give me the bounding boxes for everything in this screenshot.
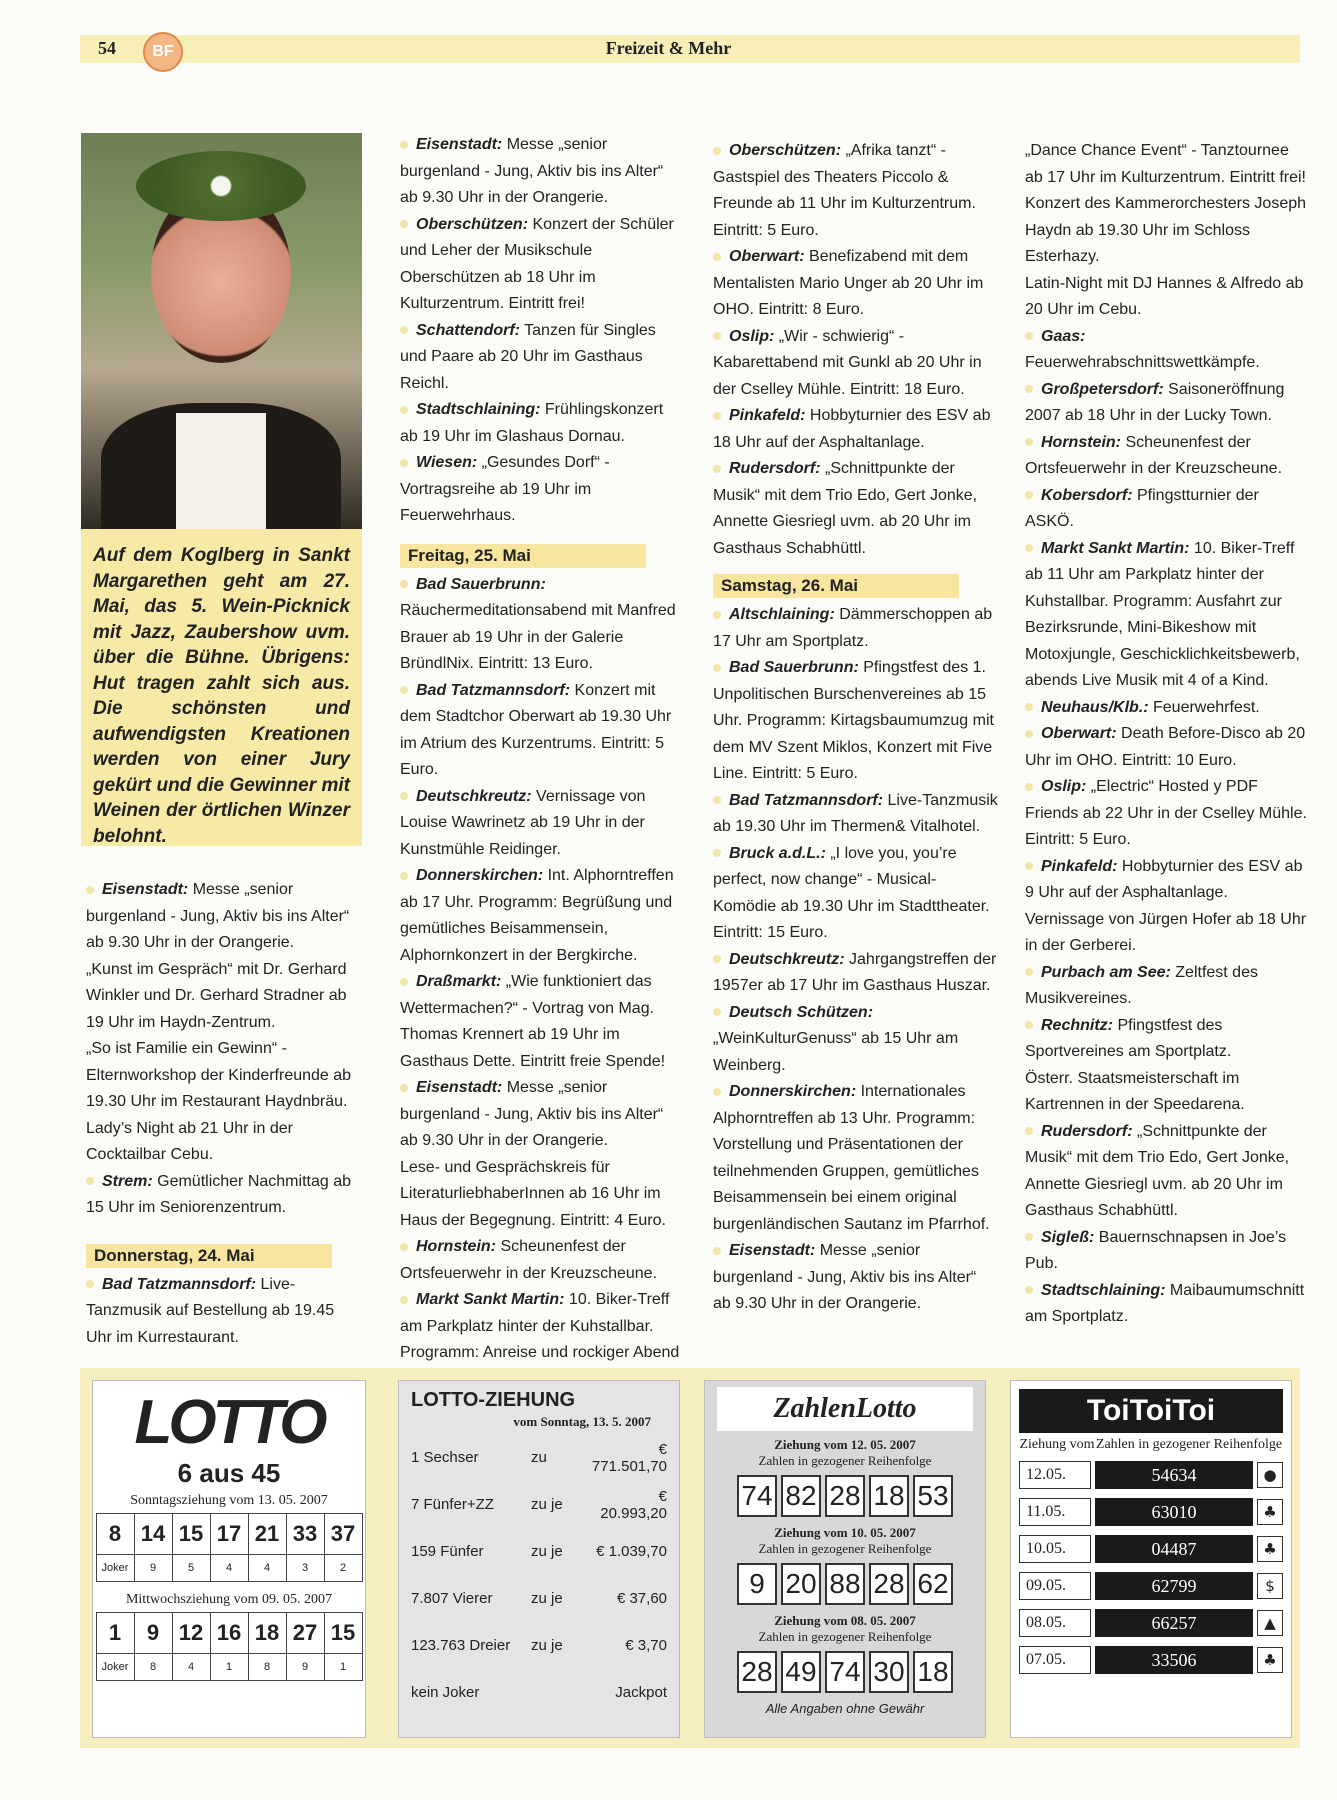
event-item: Sigleß: Bauernschnapsen in Joe’s Pub.	[1025, 1225, 1307, 1278]
toi-col-date-header: Ziehung vom	[1019, 1437, 1095, 1452]
event-item: Bad Tatzmannsdorf: Konzert mit dem Stadtchor Oberwart ab 19.30 Uhr im Atrium des Kurzentrums. Eintritt: 5 Euro.	[400, 678, 680, 784]
lotto-subtitle: 6 aus 45	[177, 1458, 281, 1488]
prize-row: 159 Fünfer zu je € 1.039,70	[411, 1543, 667, 1560]
zahlenlotto-title: ZahlenLotto	[717, 1387, 973, 1431]
mushroom-icon: ▲	[1257, 1610, 1283, 1636]
sunday-draw-table	[96, 1513, 363, 1582]
joker-cell: 4	[210, 1555, 248, 1582]
lotto-number: 33	[286, 1514, 324, 1555]
draw-number: 20	[781, 1563, 821, 1605]
events-column-3	[713, 138, 998, 1318]
event-item: Oberschützen: „Afrika tanzt“ - Gastspiel des Theaters Piccolo & Freunde ab 11 Uhr im Kulturzentrum. Eintritt: 5 Euro.	[713, 138, 998, 244]
event-item: Hornstein: Scheunenfest der Ortsfeuerwehr in der Kreuzscheune.	[400, 1234, 680, 1287]
event-item: Markt Sankt Martin: 10. Biker-Treff am Parkplatz hinter der Kuhstallbar. Programm: Anreise und rockiger Abend	[400, 1287, 680, 1393]
lotto-number: 37	[324, 1514, 362, 1555]
clover-icon: ♣	[1257, 1647, 1283, 1673]
draw-number: 62	[913, 1563, 953, 1605]
sunday-draw-label: Sonntagsziehung vom 13. 05. 2007	[130, 1493, 328, 1508]
day-heading: Samstag, 26. Mai	[713, 574, 959, 598]
event-text: Österr. Staatsmeisterschaft im Kartrennen in der Speedarena.	[1025, 1069, 1245, 1113]
event-item: Rudersdorf: „Schnittpunkte der Musik“ mit dem Trio Edo, Gert Jonke, Annette Giesriegl uvm. ab 20 Uhr im Gasthaus Schabhüttl.	[713, 456, 998, 562]
event-item: Rechnitz: Pfingstfest des Sportvereines am Sportplatz.	[1025, 1013, 1307, 1066]
ziehung-date: vom Sonntag, 13. 5. 2007	[513, 1414, 651, 1429]
event-item: Oberwart: Death Before-Disco ab 20 Uhr im OHO. Eintritt: 10 Euro.	[1025, 721, 1307, 774]
page-number: 54	[98, 38, 116, 58]
day-heading: Donnerstag, 24. Mai	[86, 1244, 332, 1268]
joker-cell: 8	[134, 1654, 172, 1681]
prize-row: kein Joker Jackpot	[411, 1684, 667, 1701]
toi-row: 10.05. 04487 ♣	[1019, 1535, 1283, 1563]
events-column-4	[1025, 138, 1307, 1331]
day-heading: Freitag, 25. Mai	[400, 544, 646, 568]
bf-logo-icon: BF	[143, 32, 183, 72]
event-item: Großpetersdorf: Saisoneröffnung 2007 ab 18 Uhr in der Lucky Town.	[1025, 377, 1307, 430]
lotto-number: 17	[210, 1514, 248, 1555]
event-item: Deutsch Schützen: „WeinKulturGenuss“ ab 15 Uhr am Weinberg.	[713, 1000, 998, 1080]
wednesday-draw-table	[96, 1612, 363, 1681]
events-column-2	[400, 132, 680, 1393]
event-item: Donnerskirchen: Int. Alphorntreffen ab 17 Uhr. Programm: Begrüßung und gemütliches Beisammensein, Alphornkonzert in der Bergkirche.	[400, 863, 680, 969]
zahlenlotto-draw: Ziehung vom 12. 05. 2007 Zahlen in gezogener Reihenfolge 74 82 28 18 53	[705, 1437, 985, 1517]
event-item: Eisenstadt: Messe „senior burgenland - Jung, Aktiv bis ins Alter“ ab 9.30 Uhr in der Orangerie.	[400, 132, 680, 212]
event-item: Kobersdorf: Pfingstturnier der ASKÖ.	[1025, 483, 1307, 536]
toi-col-numbers-header: Zahlen in gezogener Reihenfolge	[1095, 1437, 1283, 1452]
event-item: Oberwart: Benefizabend mit dem Mentalisten Mario Unger ab 20 Uhr im OHO. Eintritt: 8 Euro.	[713, 244, 998, 324]
draw-number: 9	[737, 1563, 777, 1605]
event-item: Bad Sauerbrunn: Pfingstfest des 1. Unpolitischen Burschenvereines ab 15 Uhr. Programm: Kirtagsbaumumzug mit dem MV Szent Miklos, Konzert mit Five Line. Eintritt: 5 Euro.	[713, 655, 998, 788]
lotto-number: 27	[286, 1613, 324, 1654]
joker-cell: 2	[324, 1555, 362, 1582]
lotto-ziehung-box	[398, 1380, 680, 1738]
clover-icon: ♣	[1257, 1499, 1283, 1525]
event-item: Altschlaining: Dämmerschoppen ab 17 Uhr am Sportplatz.	[713, 602, 998, 655]
event-item: Wiesen: „Gesundes Dorf“ - Vortragsreihe ab 19 Uhr im Feuerwehrhaus.	[400, 450, 680, 530]
joker-cell: 4	[172, 1654, 210, 1681]
toi-row: 09.05. 62799 $	[1019, 1572, 1283, 1600]
draw-number: 74	[737, 1475, 777, 1517]
event-item: Donnerskirchen: Internationales Alphorntreffen ab 13 Uhr. Programm: Vorstellung und Präsentationen der teilnehmenden Gruppen, gemütliches Beisammensein bei einem original burgenländischen Sautanz im Pfarrhof.	[713, 1079, 998, 1238]
prize-row: 1 Sechser zu € 771.501,70	[411, 1440, 667, 1475]
event-item: Pinkafeld: Hobbyturnier des ESV ab 9 Uhr auf der Asphaltanlage.	[1025, 854, 1307, 907]
lotto-number: 15	[172, 1514, 210, 1555]
event-text: „So ist Familie ein Gewinn“ - Elternworkshop der Kinderfreunde ab 19.30 Uhr im Restaurant Haydnbräu.	[86, 1040, 352, 1110]
lotto-number: 1	[96, 1613, 134, 1654]
wednesday-draw-label: Mittwochsziehung vom 09. 05. 2007	[125, 1592, 333, 1607]
event-item: Strem: Gemütlicher Nachmittag ab 15 Uhr im Seniorenzentrum.	[86, 1169, 364, 1222]
event-item: Eisenstadt: Messe „senior burgenland - Jung, Aktiv bis ins Alter“ ab 9.30 Uhr in der Orangerie.	[86, 877, 364, 957]
prize-row: 7.807 Vierer zu je € 37,60	[411, 1590, 667, 1607]
photo-caption: Auf dem Koglberg in Sankt Margarethen geht am 27. Mai, das 5. Wein-Picknick mit Jazz, Zaubershow uvm. über die Bühne. Übrigens: Hut tragen zahlt sich aus. Die schönsten und aufwendigsten Kreationen werden von einer Jury gekürt und die Gewinner mit Weinen der örtlichen Winzer belohnt.	[81, 529, 362, 846]
event-text: Lady’s Night ab 21 Uhr in der Cocktailbar Cebu.	[86, 1119, 293, 1163]
woman-with-flower-wreath-photo	[81, 133, 362, 529]
toi-row: 07.05. 33506 ♣	[1019, 1646, 1283, 1674]
draw-number: 82	[781, 1475, 821, 1517]
photo-blouse-shape	[176, 413, 266, 529]
joker-cell: Joker	[96, 1654, 134, 1681]
event-item: Schattendorf: Tanzen für Singles und Paare ab 20 Uhr im Gasthaus Reichl.	[400, 318, 680, 398]
flower-wreath-icon	[136, 151, 306, 221]
event-text: Latin-Night mit DJ Hannes & Alfredo ab 20 Uhr im Cebu.	[1025, 274, 1304, 318]
event-item: Draßmarkt: „Wie funktioniert das Wettermachen?“ - Vortrag von Mag. Thomas Krennert ab 19 Uhr im Gasthaus Dette. Eintritt freie Spende!	[400, 969, 680, 1075]
zahlenlotto-footer: Alle Angaben ohne Gewähr	[765, 1701, 925, 1716]
draw-number: 28	[737, 1651, 777, 1693]
draw-number: 28	[825, 1475, 865, 1517]
event-item: Markt Sankt Martin: 10. Biker-Treff ab 11 Uhr am Parkplatz hinter der Kuhstallbar. Programm: Ausfahrt zur Bezirksrunde, Mini-Bikeshow mit Motoxjungle, Geschicklichkeitsbewerb, abends Live Musik mit 4 of a Kind.	[1025, 536, 1307, 695]
lotto-number: 16	[210, 1613, 248, 1654]
joker-cell: 4	[248, 1555, 286, 1582]
lotto-number: 12	[172, 1613, 210, 1654]
zahlenlotto-draw: Ziehung vom 08. 05. 2007 Zahlen in gezogener Reihenfolge 28 49 74 30 18	[705, 1613, 985, 1693]
event-text: Lese- und Gesprächskreis für LiteraturliebhaberInnen ab 16 Uhr im Haus der Begegnung. Eintritt: 4 Euro.	[400, 1158, 666, 1229]
event-item: Purbach am See: Zeltfest des Musikvereines.	[1025, 960, 1307, 1013]
event-item: Oslip: „Wir - schwierig“ - Kabarettabend mit Gunkl ab 20 Uhr in der Cselley Mühle. Eintritt: 18 Euro.	[713, 324, 998, 404]
event-item: Gaas: Feuerwehrabschnittswettkämpfe.	[1025, 324, 1307, 377]
joker-cell: 9	[134, 1555, 172, 1582]
draw-number: 53	[913, 1475, 953, 1517]
event-item: Hornstein: Scheunenfest der Ortsfeuerwehr in der Kreuzscheune.	[1025, 430, 1307, 483]
event-item: Deutschkreutz: Jahrgangstreffen der 1957er ab 17 Uhr im Gasthaus Huszar.	[713, 947, 998, 1000]
draw-number: 49	[781, 1651, 821, 1693]
toi-row: 11.05. 63010 ♣	[1019, 1498, 1283, 1526]
event-text: Konzert des Kammerorchesters Joseph Haydn ab 19.30 Uhr im Schloss Esterhazy.	[1025, 195, 1307, 265]
lotto-number: 15	[324, 1613, 362, 1654]
events-column-1	[86, 877, 364, 1351]
joker-cell: 3	[286, 1555, 324, 1582]
draw-number: 88	[825, 1563, 865, 1605]
event-text: Vernissage von Jürgen Hofer ab 18 Uhr in der Gerberei.	[1025, 910, 1307, 954]
lotto-number: 21	[248, 1514, 286, 1555]
joker-cell: 5	[172, 1555, 210, 1582]
joker-cell: 8	[248, 1654, 286, 1681]
lotto-box	[92, 1380, 366, 1738]
clover-icon: ♣	[1257, 1536, 1283, 1562]
joker-cell: 1	[210, 1654, 248, 1681]
event-text: „Dance Chance Event“ - Tanztournee ab 17 Uhr im Kulturzentrum. Eintritt frei!	[1025, 142, 1306, 186]
event-item: Stadtschlaining: Frühlingskonzert ab 19 Uhr im Glashaus Dornau.	[400, 397, 680, 450]
event-item: Rudersdorf: „Schnittpunkte der Musik“ mit dem Trio Edo, Gert Jonke, Annette Giesriegl uvm. ab 20 Uhr im Gasthaus Schabhüttl.	[1025, 1119, 1307, 1225]
event-item: Bruck a.d.L.: „I love you, you’re perfect, now change“ - Musical-Komödie ab 19.30 Uhr im Stadttheater. Eintritt: 15 Euro.	[713, 841, 998, 947]
event-item: Stadtschlaining: Maibaumumschnitt am Sportplatz.	[1025, 1278, 1307, 1331]
lotto-number: 8	[96, 1514, 134, 1555]
event-item: Bad Tatzmannsdorf: Live-Tanzmusik auf Bestellung ab 19.45 Uhr im Kurrestaurant.	[86, 1272, 364, 1352]
toi-row: 12.05. 54634 ●	[1019, 1461, 1283, 1489]
lotto-number: 14	[134, 1514, 172, 1555]
event-item: Oberschützen: Konzert der Schüler und Leher der Musikschule Oberschützen ab 18 Uhr im Kulturzentrum. Eintritt frei!	[400, 212, 680, 318]
joker-cell: 1	[324, 1654, 362, 1681]
lotto-number: 9	[134, 1613, 172, 1654]
draw-number: 18	[913, 1651, 953, 1693]
joker-cell: Joker	[96, 1555, 134, 1582]
event-item: Bad Tatzmannsdorf: Live-Tanzmusik ab 19.30 Uhr im Thermen& Vitalhotel.	[713, 788, 998, 841]
zahlenlotto-draw: Ziehung vom 10. 05. 2007 Zahlen in gezogener Reihenfolge 9 20 88 28 62	[705, 1525, 985, 1605]
toi-row: 08.05. 66257 ▲	[1019, 1609, 1283, 1637]
event-item: Pinkafeld: Hobbyturnier des ESV ab 18 Uhr auf der Asphaltanlage.	[713, 403, 998, 456]
money-bag-icon: $	[1257, 1573, 1283, 1599]
zahlenlotto-box	[704, 1380, 986, 1738]
event-item: Deutschkreutz: Vernissage von Louise Wawrinetz ab 19 Uhr in der Kunstmühle Reidinger.	[400, 784, 680, 864]
event-item: Bad Sauerbrunn: Räuchermeditationsabend mit Manfred Brauer ab 19 Uhr in der Galerie BründlNix. Eintritt: 13 Euro.	[400, 572, 680, 678]
event-item: Eisenstadt: Messe „senior burgenland - Jung, Aktiv bis ins Alter“ ab 9.30 Uhr in der Orangerie.	[713, 1238, 998, 1318]
event-text: „Kunst im Gespräch“ mit Dr. Gerhard Winkler und Dr. Gerhard Stradner ab 19 Uhr im Haydn-Zentrum.	[86, 960, 347, 1031]
ladybug-icon: ●	[1257, 1462, 1283, 1488]
lotto-title: LOTTO	[134, 1388, 324, 1457]
draw-number: 18	[869, 1475, 909, 1517]
draw-number: 28	[869, 1563, 909, 1605]
section-title: Freizeit & Mehr	[605, 38, 732, 58]
event-item: Oslip: „Electric“ Hosted y PDF Friends ab 22 Uhr in der Cselley Mühle. Eintritt: 5 Euro.	[1025, 774, 1307, 854]
event-item: Neuhaus/Klb.: Feuerwehrfest.	[1025, 695, 1307, 722]
draw-number: 74	[825, 1651, 865, 1693]
toitoitoi-box	[1010, 1380, 1292, 1738]
prize-row: 7 Fünfer+ZZ zu je € 20.993,20	[411, 1487, 667, 1522]
toitoitoi-title: ToiToiToi	[1019, 1389, 1283, 1433]
joker-cell: 9	[286, 1654, 324, 1681]
event-item: Eisenstadt: Messe „senior burgenland - Jung, Aktiv bis ins Alter“ ab 9.30 Uhr in der Orangerie.	[400, 1075, 680, 1155]
prize-row: 123.763 Dreier zu je € 3,70	[411, 1637, 667, 1654]
ziehung-title: LOTTO-ZIEHUNG	[411, 1389, 576, 1411]
lotto-number: 18	[248, 1613, 286, 1654]
draw-number: 30	[869, 1651, 909, 1693]
